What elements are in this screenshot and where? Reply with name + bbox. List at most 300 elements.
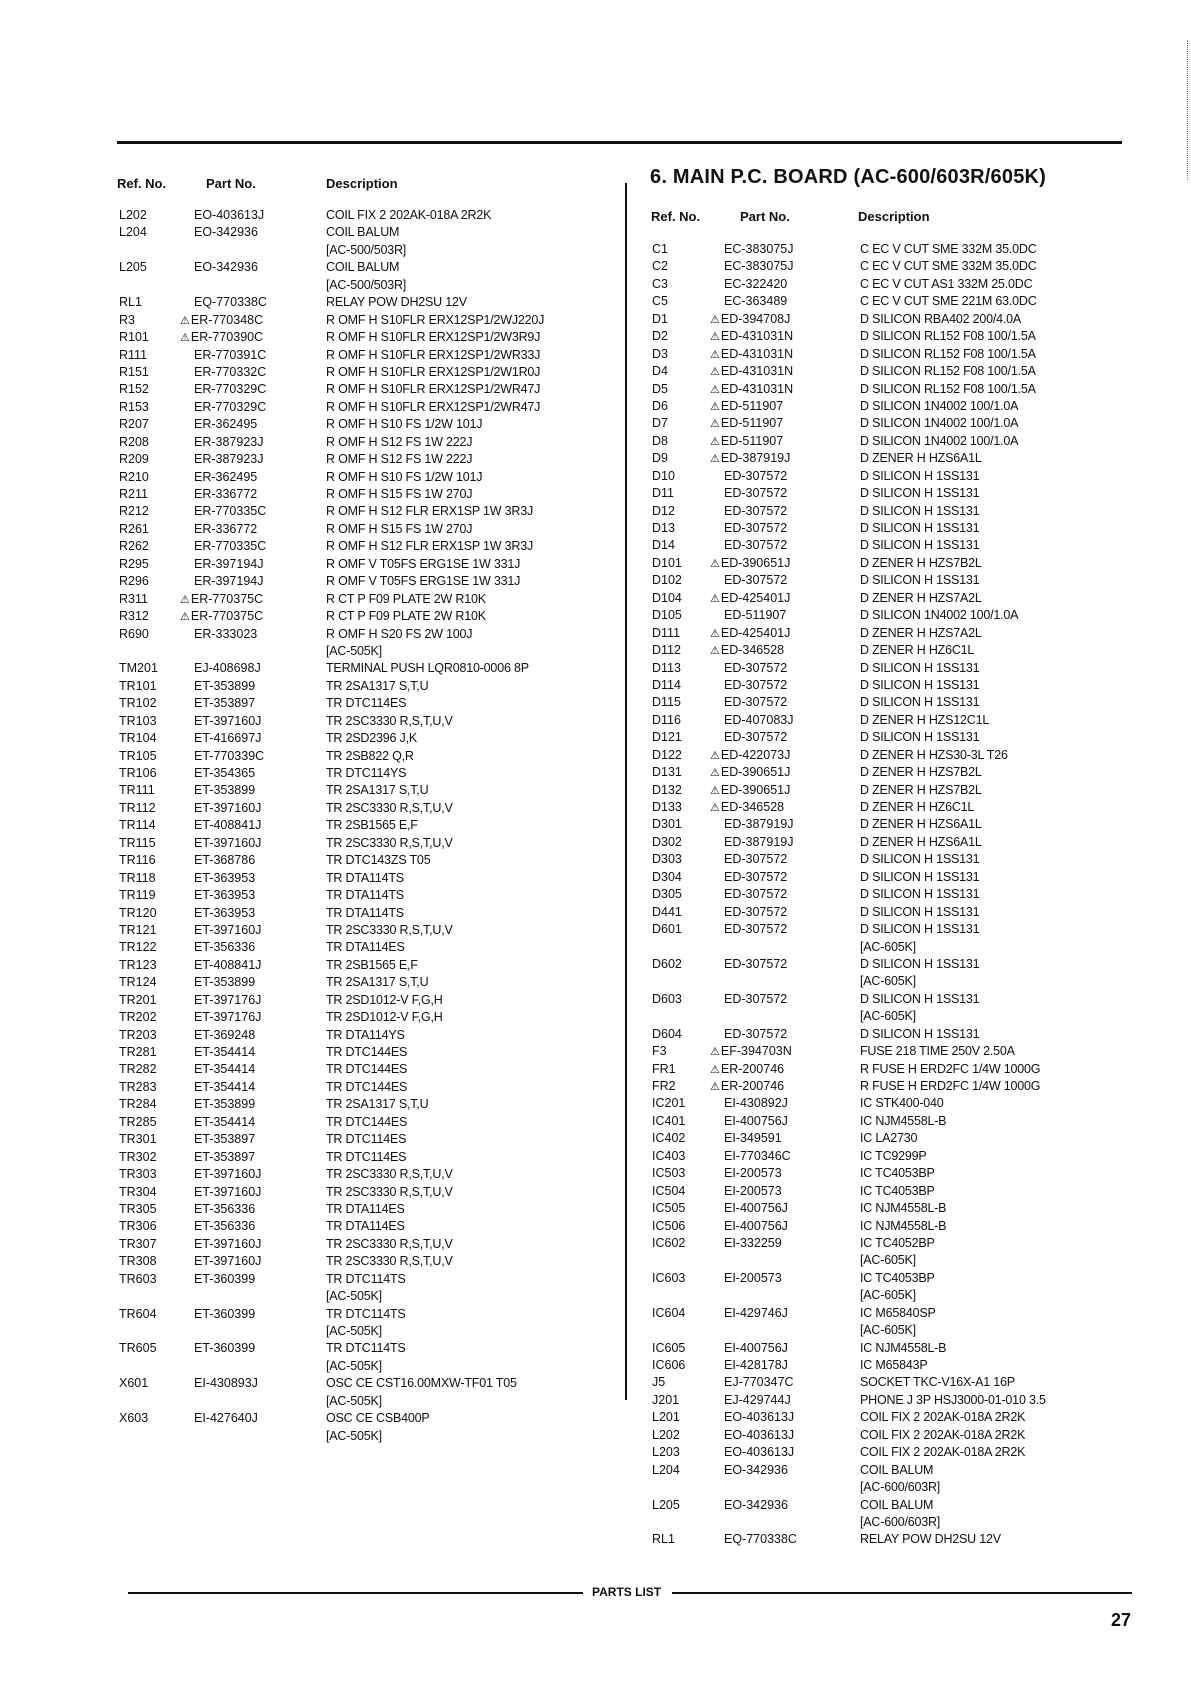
ref-no: D303 [652,852,682,867]
description: D SILICON H 1SS131 [860,730,980,745]
description: FUSE 218 TIME 250V 2.50A [860,1044,1015,1059]
ref-no: TR201 [119,992,157,1007]
part-no [194,1096,255,1113]
ref-no: D2 [652,329,668,344]
description: COIL BALUM [326,260,400,275]
part-no [194,399,266,416]
part-no [194,573,264,590]
table-row [119,1340,619,1357]
part-no [710,1078,784,1096]
table-row [652,1043,1122,1060]
part-no [194,224,258,241]
part-no-text: ET-363953 [194,905,256,920]
part-no-text: EI-200573 [724,1166,782,1181]
table-row [652,694,1122,711]
table-row [119,1131,619,1148]
description: D SILICON 1N4002 100/1.0A [860,433,1019,448]
left-parts-table [119,207,619,1445]
safety-warning-icon: ⚠ [710,802,720,814]
description: D SILICON RL152 F08 100/1.5A [860,346,1036,361]
description: SOCKET TKC-V16X-A1 16P [860,1375,1015,1390]
description: D SILICON 1N4002 100/1.0A [860,608,1019,623]
part-no [724,834,794,851]
part-no-text: ER-770390C [190,330,264,345]
ref-no: F3 [652,1044,667,1059]
table-row [119,905,619,922]
description: TR DTA114ES [326,1201,405,1216]
part-no-text: ER-336772 [194,521,258,536]
table-row [119,1271,619,1288]
part-no-text: ED-425401J [720,625,791,640]
description: RELAY POW DH2SU 12V [326,295,467,310]
part-no [194,1201,255,1218]
ref-no: D602 [652,956,682,971]
table-row [652,1444,1122,1461]
table-row [652,1165,1122,1182]
ref-no: TR304 [119,1184,157,1199]
description: COIL FIX 2 202AK-018A 2R2K [860,1427,1026,1442]
ref-no: IC605 [652,1340,686,1355]
table-row [119,643,619,660]
description: [AC-505K] [326,1358,382,1373]
ref-no: TR285 [119,1114,157,1129]
part-no [710,764,790,782]
description: R OMF V T05FS ERG1SE 1W 331J [326,556,521,571]
part-no [194,556,264,573]
table-row [652,1305,1122,1322]
ref-no: TR302 [119,1149,157,1164]
description: R OMF H S20 FS 2W 100J [326,626,473,641]
part-no-text: ED-394708J [720,311,791,326]
table-row [119,277,619,294]
table-row [119,347,619,364]
table-row [119,748,619,765]
part-no-text: ED-307572 [724,852,788,867]
description: D SILICON H 1SS131 [860,869,980,884]
description: TR DTC144ES [326,1114,408,1129]
part-no-text: EO-342936 [194,260,258,275]
ref-no: R151 [119,364,149,379]
ref-no: TR604 [119,1306,157,1321]
table-row [119,1393,619,1410]
part-no-text: ET-397160J [194,922,262,937]
part-no-text: ED-431031N [720,346,794,361]
ref-no: D302 [652,834,682,849]
ref-no: TR119 [119,888,156,903]
part-no [724,258,794,275]
part-no-text: EI-349591 [724,1131,782,1146]
ref-no: FR2 [652,1079,676,1093]
description: R OMF H S15 FS 1W 270J [326,521,473,536]
table-row [652,904,1122,921]
part-no [194,1375,258,1392]
part-no [194,434,264,451]
table-row [652,1427,1122,1444]
part-no-text: ET-354414 [194,1079,256,1094]
part-no-text: EC-383075J [724,259,794,274]
description: [AC-500/503R] [326,242,407,257]
safety-warning-icon: ⚠ [710,627,720,640]
description: D SILICON H 1SS131 [860,904,980,919]
table-row [119,224,619,241]
description: C EC V CUT SME 221M 63.0DC [860,294,1037,309]
part-no-text: EI-400756J [724,1340,788,1355]
description: TR 2SD1012-V F,G,H [326,992,443,1007]
part-no-text: ED-307572 [724,486,788,501]
ref-no: R152 [119,382,149,397]
part-no-text: EC-322420 [724,276,788,291]
ref-no: TR202 [119,1010,157,1025]
safety-warning-icon: ⚠ [710,418,720,431]
ref-no: D301 [652,817,682,832]
part-no-text: ET-354414 [194,1114,256,1129]
ref-no: TR120 [119,905,157,920]
description: D SILICON 1N4002 100/1.0A [860,416,1019,431]
table-row [652,1218,1122,1235]
part-no [724,572,787,589]
part-no-text: ET-356336 [194,940,256,955]
part-no [194,1009,261,1026]
description: TR DTC144ES [326,1045,408,1059]
table-row [119,870,619,887]
part-no-text: ER-333023 [194,626,258,641]
ref-no: L205 [652,1497,680,1512]
description: R FUSE H ERD2FC 1/4W 1000G [860,1079,1041,1093]
ref-no: L202 [652,1427,680,1442]
part-no [194,1184,261,1201]
description: TR 2SD1012-V F,G,H [326,1010,443,1025]
part-no-text: ED-511907 [724,608,787,623]
table-row [652,1026,1122,1043]
part-no [194,1340,255,1357]
part-no [194,1149,255,1166]
table-row [119,852,619,869]
ref-no: L204 [119,225,147,240]
description: D SILICON H 1SS131 [860,677,980,692]
description: D SILICON RL152 F08 100/1.5A [860,364,1036,379]
part-no [724,904,787,921]
part-no-text: EI-200573 [724,1183,782,1198]
part-no [724,1235,782,1252]
description: TR 2SB822 Q,R [326,748,414,763]
table-row [119,1288,619,1305]
part-no [194,1131,255,1148]
table-row [652,241,1122,258]
ref-no: TR116 [119,853,156,868]
table-row [119,1201,619,1218]
part-no-text: ET-353897 [194,696,256,711]
table-row [119,312,619,329]
part-no [724,241,794,258]
right-parts-table [652,241,1122,1549]
description: TR DTC144ES [326,1079,408,1094]
part-no-text: EI-200573 [724,1270,782,1285]
part-no [724,1444,794,1461]
table-row [652,712,1122,729]
description: TR DTA114TS [326,870,404,885]
footer-rule-right [672,1592,1132,1594]
ref-no: D4 [652,364,668,379]
part-no [194,521,257,538]
part-no [194,1114,255,1131]
description: D ZENER H HZS7A2L [860,625,982,640]
part-no [194,939,255,956]
table-row [652,415,1122,432]
table-row [652,1078,1122,1095]
table-row [119,922,619,939]
part-no [180,312,263,330]
part-no-text: ED-431031N [720,364,794,379]
description: R OMF H S12 FLR ERX1SP 1W 3R3J [326,539,534,554]
table-row [652,1497,1122,1514]
description: TR DTA114YS [326,1027,405,1042]
description: D SILICON H 1SS131 [860,695,980,710]
part-no [724,1409,794,1426]
part-no [724,276,787,293]
part-no-text: ET-363953 [194,888,256,903]
ref-no: C1 [652,242,668,256]
part-no-text: ED-307572 [724,956,788,971]
ref-no: X603 [119,1411,149,1426]
part-no-text: ED-390651J [720,555,791,570]
part-no-text: ET-353899 [194,1097,256,1112]
part-no-text: ET-354414 [194,1062,256,1077]
part-no-text: EJ-408698J [194,661,261,676]
part-no [194,957,261,974]
part-no-text: ED-422073J [720,747,791,762]
part-no-text: ED-307572 [724,573,788,588]
ref-no: TR123 [119,957,157,972]
description: D ZENER H HZS6A1L [860,834,982,849]
ref-no: L203 [652,1445,680,1460]
ref-no: D133 [652,800,682,814]
part-no-text: ET-363953 [194,870,256,885]
table-row [119,1236,619,1253]
part-no-text: EO-342936 [724,1497,788,1512]
part-no-text: EI-400756J [724,1201,788,1216]
description: D ZENER H HZS30-3L T26 [860,747,1008,762]
part-no [724,921,787,938]
description: TR DTC114TS [326,1341,406,1356]
part-no-text: ET-353899 [194,975,256,990]
table-row [119,556,619,573]
part-no [724,851,787,868]
part-no [710,381,793,399]
part-no [710,398,783,416]
description: IC TC4053BP [860,1183,935,1198]
part-no-text: ED-307572 [724,695,788,710]
ref-no: R312 [119,609,149,624]
description: IC NJM4558L-B [860,1201,947,1216]
part-no-text: ED-387919J [724,834,794,849]
safety-warning-icon: ⚠ [710,1046,720,1059]
part-no [194,1253,261,1270]
part-no [710,590,790,608]
description: R CT P F09 PLATE 2W R10K [326,609,486,624]
description: [AC-605K] [860,1009,916,1024]
part-no-text: ET-397160J [194,1184,262,1199]
part-no-text: EI-332259 [724,1235,782,1250]
ref-no: TR203 [119,1027,157,1042]
part-no [194,1166,261,1183]
table-row [119,294,619,311]
table-row [652,1514,1122,1531]
ref-no: D304 [652,869,682,884]
table-row [652,1148,1122,1165]
part-no [724,1026,787,1043]
description: R OMF H S10FLR ERX12SP1/2WR47J [326,399,541,414]
part-no [710,625,790,643]
description: D ZENER H HZS12C1L [860,712,990,727]
table-row [119,1184,619,1201]
part-no-text: EI-430892J [724,1096,788,1111]
part-no-text: EQ-770338C [194,295,267,310]
part-no [724,1113,788,1130]
description: R OMF H S15 FS 1W 270J [326,487,473,501]
table-row [119,1428,619,1445]
ref-no: TR102 [119,696,157,711]
description: TR DTC114ES [326,696,407,711]
table-row [119,835,619,852]
ref-no: D104 [652,590,682,605]
table-row [652,1095,1122,1112]
table-row [119,1044,619,1061]
part-no-text: ED-511907 [720,416,784,431]
ref-no: D13 [652,521,675,535]
part-no [710,311,790,329]
part-no [194,1044,255,1061]
part-no-text: ET-397160J [194,800,262,815]
ref-no: D604 [652,1026,682,1041]
description: R OMF H S10 FS 1/2W 101J [326,469,483,484]
table-row [652,590,1122,607]
table-row [119,957,619,974]
part-no [710,799,784,817]
right-header-desc: Description [858,209,930,224]
table-row [119,364,619,381]
part-no [194,1079,255,1096]
table-row [119,242,619,259]
ref-no: D105 [652,608,682,623]
part-no [724,503,787,520]
description: D SILICON RL152 F08 100/1.5A [860,381,1036,396]
description: TR DTC114ES [326,1149,407,1164]
table-row [119,538,619,555]
part-no [724,729,787,746]
description: D ZENER H HZ6C1L [860,643,975,658]
part-no-text: ET-368786 [194,853,256,868]
part-no-text: ED-307572 [724,869,788,884]
part-no [724,537,787,554]
left-header-part: Part No. [206,176,256,191]
part-no-text: ET-353899 [194,783,256,798]
table-row [652,1008,1122,1025]
part-no [194,451,264,468]
table-row [652,1235,1122,1252]
table-row [119,207,619,224]
part-no [194,800,261,817]
description: R OMF H S10FLR ERX12SP1/2WJ220J [326,312,545,327]
table-row [119,434,619,451]
description: TR 2SA1317 S,T,U [326,1097,429,1112]
part-no-text: EI-427640J [194,1411,258,1426]
description: TR 2SA1317 S,T,U [326,783,429,798]
table-row [652,346,1122,363]
ref-no: TR605 [119,1341,157,1356]
ref-no: R262 [119,539,149,554]
part-no [194,905,255,922]
part-no [194,974,255,991]
part-no [194,1236,261,1253]
part-no [194,207,264,224]
part-no-text: EJ-429744J [724,1392,791,1407]
table-row [652,625,1122,642]
part-no [180,329,263,347]
part-no-text: ET-416697J [194,731,262,746]
part-no-text: ED-307572 [724,991,788,1006]
description: TR 2SC3330 R,S,T,U,V [326,1254,453,1269]
part-no-text: EJ-770347C [724,1375,794,1390]
table-row [652,398,1122,415]
part-no [710,747,790,765]
description: R OMF H S12 FS 1W 222J [326,434,473,449]
part-no-text: ED-307572 [724,904,788,919]
ref-no: IC401 [652,1113,686,1128]
table-row [652,747,1122,764]
ref-no: D601 [652,922,682,937]
description: TR 2SC3330 R,S,T,U,V [326,1236,453,1251]
part-no [724,677,787,694]
ref-no: L204 [652,1462,680,1477]
ref-no: D10 [652,468,675,483]
table-row [652,328,1122,345]
ref-no: L201 [652,1410,680,1425]
table-row [652,956,1122,973]
table-row [652,537,1122,554]
ref-no: X601 [119,1376,149,1391]
ref-no: D441 [652,904,682,919]
ref-no: IC201 [652,1096,686,1111]
part-no-text: ET-360399 [194,1271,256,1286]
ref-no: IC504 [652,1183,686,1198]
safety-warning-icon: ⚠ [710,767,720,780]
description: TR 2SD2396 J,K [326,731,417,746]
ref-no: IC403 [652,1148,686,1163]
table-row [652,1340,1122,1357]
part-no-text: ET-397176J [194,992,262,1007]
ref-no: TR115 [119,835,156,850]
part-no-text: ED-307572 [724,468,788,483]
ref-no: TR118 [119,870,156,885]
ref-no: L205 [119,260,147,275]
safety-warning-icon: ⚠ [180,593,190,606]
part-no [724,607,786,624]
table-row [119,1096,619,1113]
description: D SILICON H 1SS131 [860,922,980,937]
ref-no: TR111 [119,783,155,798]
part-no [194,1271,255,1288]
description: TR DTA114TS [326,905,404,920]
table-row [119,678,619,695]
description: D SILICON H 1SS131 [860,521,980,535]
part-no [710,1061,784,1079]
part-no-text: ED-307572 [724,503,788,518]
part-no-text: ER-770329C [194,399,267,414]
part-no-text: ER-397194J [194,556,264,571]
ref-no: TR301 [119,1132,157,1147]
safety-warning-icon: ⚠ [710,435,720,448]
ref-no: D603 [652,991,682,1006]
